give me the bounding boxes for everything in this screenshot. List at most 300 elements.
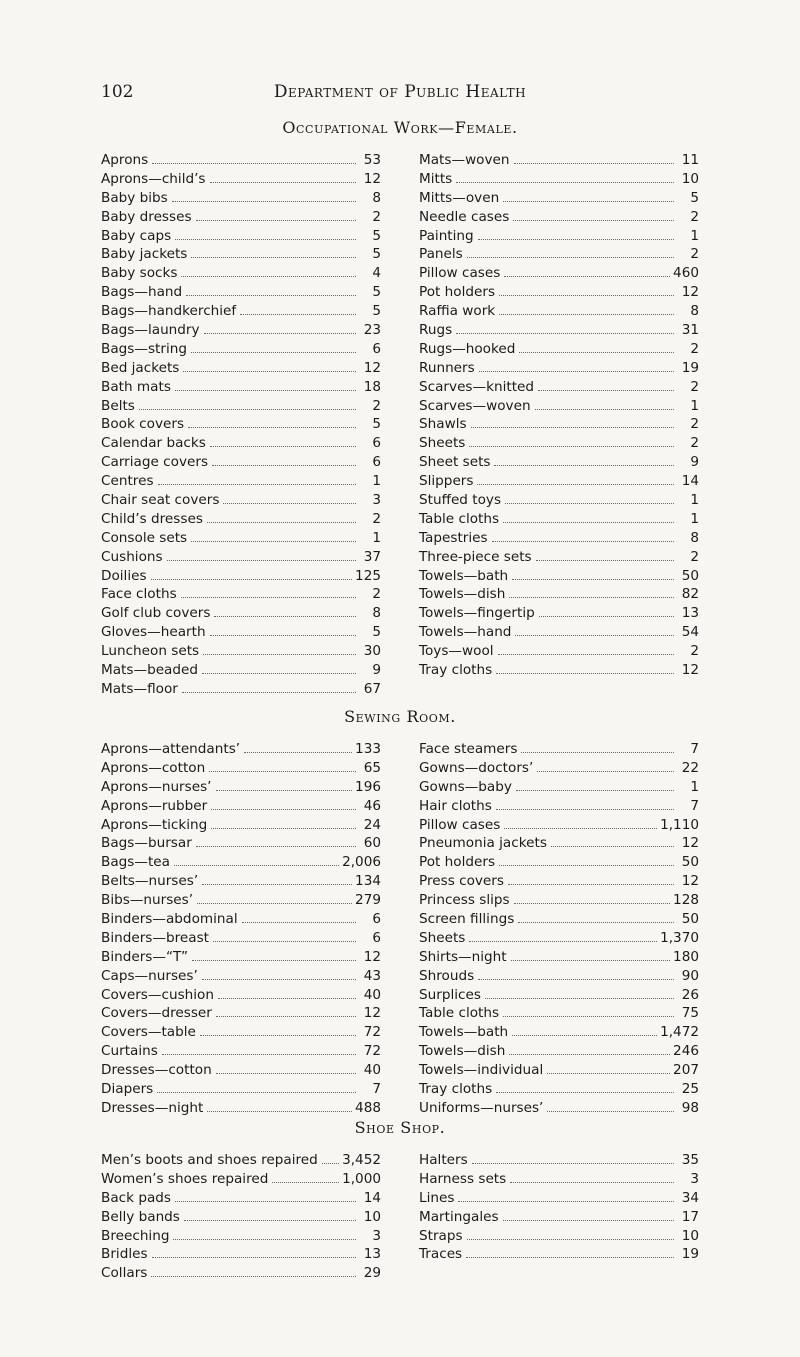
- leader-dots: [519, 352, 674, 353]
- item-label: Golf club covers: [101, 605, 211, 622]
- item-label: Sheets: [419, 929, 466, 946]
- item-label: Women’s shoes repaired: [101, 1170, 269, 1187]
- running-title: Department of Public Health: [273, 82, 527, 102]
- item-label: Towels—bath: [419, 567, 509, 584]
- item-count: 12: [681, 873, 699, 890]
- item-label: Calendar backs: [101, 435, 206, 452]
- item-label: Carriage covers: [101, 454, 209, 471]
- item-count: 34: [681, 1189, 699, 1206]
- item-count: 9: [372, 662, 381, 679]
- list-item: [101, 759, 381, 778]
- item-count: 2: [690, 246, 699, 263]
- leader-dots: [518, 922, 674, 923]
- list-item: [419, 929, 699, 948]
- item-label: Luncheon sets: [101, 643, 200, 660]
- list-item: [101, 264, 381, 283]
- item-count: 1: [690, 510, 699, 527]
- item-label: Child’s dresses: [101, 510, 203, 527]
- item-label: Bath mats: [101, 378, 171, 395]
- list-item: [101, 910, 381, 929]
- item-label: Bags—string: [101, 340, 187, 357]
- list-item: [419, 1080, 699, 1099]
- item-count: 180: [673, 948, 699, 965]
- item-label: Sheets: [419, 435, 466, 452]
- item-label: Rugs: [419, 322, 453, 339]
- item-label: Men’s boots and shoes repaired: [101, 1152, 318, 1168]
- item-label: Doilies: [101, 567, 147, 584]
- leader-dots: [512, 1035, 657, 1036]
- item-label: Princess slips: [419, 892, 510, 909]
- leader-dots: [184, 1220, 356, 1221]
- leader-dots: [242, 922, 356, 923]
- item-label: Mitts—oven: [419, 189, 500, 206]
- list-item: [419, 359, 699, 378]
- list-item: [101, 740, 381, 759]
- item-label: Scarves—woven: [419, 397, 531, 414]
- leader-dots: [212, 465, 356, 466]
- leader-dots: [538, 390, 674, 391]
- item-count: 1: [690, 492, 699, 509]
- item-label: Baby socks: [101, 265, 178, 282]
- leader-dots: [183, 371, 356, 372]
- leader-dots: [196, 846, 356, 847]
- item-label: Pot holders: [419, 854, 496, 871]
- item-count: 2: [690, 548, 699, 565]
- leader-dots: [516, 790, 674, 791]
- leader-dots: [509, 597, 674, 598]
- item-count: 1,472: [660, 1024, 699, 1041]
- item-count: 13: [363, 1246, 381, 1263]
- leader-dots: [456, 182, 674, 183]
- item-count: 31: [681, 322, 699, 339]
- item-count: 40: [363, 1062, 381, 1079]
- leader-dots: [216, 1016, 356, 1017]
- leader-dots: [515, 635, 674, 636]
- item-count: 37: [363, 548, 381, 565]
- leader-dots: [503, 522, 674, 523]
- item-count: 2: [372, 586, 381, 603]
- item-label: Towels—individual: [419, 1062, 544, 1079]
- list-item: [419, 510, 699, 529]
- item-label: Binders—abdominal: [101, 911, 238, 928]
- leader-dots: [151, 579, 352, 580]
- list-item: [101, 853, 381, 872]
- leader-dots: [478, 239, 674, 240]
- leader-dots: [162, 1054, 356, 1055]
- item-label: Towels—dish: [419, 1043, 506, 1060]
- list-item: [101, 948, 381, 967]
- leader-dots: [512, 579, 674, 580]
- item-count: 75: [681, 1005, 699, 1022]
- item-label: Back pads: [101, 1189, 171, 1206]
- list-item: [101, 778, 381, 797]
- list-item: [101, 472, 381, 491]
- list-item: [419, 264, 699, 283]
- leader-dots: [202, 979, 356, 980]
- leader-dots: [521, 752, 674, 753]
- leader-dots: [191, 352, 356, 353]
- list-item: [419, 151, 699, 170]
- item-count: 207: [673, 1062, 699, 1079]
- item-label: Shirts—night: [419, 948, 507, 965]
- item-label: Diapers: [101, 1081, 154, 1098]
- item-count: 60: [363, 835, 381, 852]
- leader-dots: [485, 998, 674, 999]
- item-label: Gloves—hearth: [101, 624, 206, 641]
- item-count: 1: [372, 529, 381, 546]
- item-count: 18: [363, 378, 381, 395]
- leader-dots: [514, 903, 670, 904]
- item-label: Bags—bursar: [101, 835, 192, 852]
- item-count: 2: [690, 435, 699, 452]
- item-count: 5: [372, 246, 381, 263]
- list-item: [101, 623, 381, 642]
- list-item: [101, 929, 381, 948]
- item-count: 40: [363, 986, 381, 1003]
- item-count: 50: [681, 567, 699, 584]
- item-label: Chair seat covers: [101, 492, 220, 509]
- item-label: Gowns—doctors’: [419, 759, 534, 776]
- item-label: Aprons—rubber: [101, 797, 208, 814]
- item-label: Shrouds: [419, 967, 475, 984]
- list-item: [419, 434, 699, 453]
- list-item: [101, 872, 381, 891]
- list-item: [419, 529, 699, 548]
- item-label: Cushions: [101, 548, 163, 565]
- list-item: [419, 227, 699, 246]
- item-count: 2: [690, 208, 699, 225]
- list-item: [419, 208, 699, 227]
- item-count: 19: [681, 359, 699, 376]
- list-item: [419, 548, 699, 567]
- leader-dots: [496, 809, 674, 810]
- list-item: [419, 1099, 699, 1118]
- item-label: Baby caps: [101, 227, 172, 244]
- list-item: [419, 245, 699, 264]
- item-label: Breeching: [101, 1227, 170, 1244]
- list-item: [419, 797, 699, 816]
- list-item: [101, 1023, 381, 1042]
- leader-dots: [139, 409, 356, 410]
- item-label: Pot holders: [419, 284, 496, 301]
- list-item: [101, 434, 381, 453]
- list-item: [101, 680, 381, 699]
- leader-dots: [240, 314, 356, 315]
- list-item: [101, 397, 381, 416]
- list-item: [419, 853, 699, 872]
- list-item: [419, 453, 699, 472]
- leader-dots: [479, 371, 674, 372]
- list-item: [101, 642, 381, 661]
- leader-dots: [514, 163, 674, 164]
- item-count: 1,110: [660, 816, 699, 833]
- item-label: Covers—dresser: [101, 1005, 212, 1022]
- item-label: Raffia work: [419, 303, 496, 320]
- item-count: 53: [363, 152, 381, 168]
- item-count: 133: [355, 741, 381, 757]
- item-label: Aprons—child’s: [101, 170, 206, 187]
- leader-dots: [244, 752, 352, 753]
- list-item: [419, 891, 699, 910]
- item-count: 1,000: [342, 1170, 381, 1187]
- item-count: 10: [681, 170, 699, 187]
- item-count: 29: [363, 1265, 381, 1282]
- item-count: 1: [690, 397, 699, 414]
- leader-dots: [469, 446, 674, 447]
- item-label: Console sets: [101, 529, 188, 546]
- item-label: Bags—laundry: [101, 322, 200, 339]
- leader-dots: [204, 333, 356, 334]
- item-label: Baby dresses: [101, 208, 192, 225]
- leader-dots: [152, 1257, 356, 1258]
- item-label: Binders—“T”: [101, 948, 189, 965]
- leader-dots: [210, 635, 356, 636]
- list-item: [101, 604, 381, 623]
- item-label: Press covers: [419, 873, 504, 890]
- list-item: [419, 759, 699, 778]
- leader-dots: [510, 1182, 674, 1183]
- leader-dots: [496, 673, 674, 674]
- list-item: [101, 151, 381, 170]
- list-item: [419, 948, 699, 967]
- list-item: [419, 1189, 699, 1208]
- list-item: [419, 321, 699, 340]
- list-item: [419, 816, 699, 835]
- leader-dots: [535, 409, 674, 410]
- item-label: Halters: [419, 1152, 468, 1168]
- item-count: 2,006: [342, 854, 381, 871]
- item-count: 1,370: [660, 929, 699, 946]
- list-item: [101, 797, 381, 816]
- list-item: [101, 1061, 381, 1080]
- item-label: Bags—hand: [101, 284, 183, 301]
- leader-dots: [539, 616, 674, 617]
- item-count: 90: [681, 967, 699, 984]
- leader-dots: [214, 616, 356, 617]
- list-item: [419, 170, 699, 189]
- list-item: [419, 623, 699, 642]
- column-left: [101, 151, 381, 699]
- item-count: 54: [681, 624, 699, 641]
- leader-dots: [172, 201, 356, 202]
- item-label: Bags—tea: [101, 854, 170, 871]
- item-label: Scarves—knitted: [419, 378, 535, 395]
- leader-dots: [494, 465, 674, 466]
- list-item: [419, 661, 699, 680]
- list-item: [101, 585, 381, 604]
- item-label: Aprons—nurses’: [101, 778, 212, 795]
- leader-dots: [551, 846, 674, 847]
- item-count: 25: [681, 1081, 699, 1098]
- column-right: [419, 151, 699, 699]
- leader-dots: [174, 865, 339, 866]
- item-label: Runners: [419, 359, 475, 376]
- list-item: [101, 661, 381, 680]
- leader-dots: [173, 1239, 356, 1240]
- item-count: 2: [690, 340, 699, 357]
- item-label: Bed jackets: [101, 359, 180, 376]
- item-label: Straps: [419, 1227, 463, 1244]
- list-item: [101, 967, 381, 986]
- item-count: 50: [681, 854, 699, 871]
- item-count: 134: [355, 873, 381, 890]
- item-count: 22: [681, 759, 699, 776]
- column-right: [419, 740, 699, 1118]
- item-count: 19: [681, 1246, 699, 1263]
- item-label: Martingales: [419, 1208, 499, 1225]
- item-label: Panels: [419, 246, 463, 263]
- leader-dots: [511, 960, 670, 961]
- list-item: [101, 415, 381, 434]
- item-count: 12: [363, 1005, 381, 1022]
- list-item: [419, 1208, 699, 1227]
- leader-dots: [477, 484, 674, 485]
- item-count: 72: [363, 1043, 381, 1060]
- list-item: [419, 472, 699, 491]
- leader-dots: [210, 182, 356, 183]
- item-count: 5: [372, 624, 381, 641]
- item-count: 35: [681, 1152, 699, 1168]
- leader-dots: [216, 1073, 356, 1074]
- list-item: [419, 340, 699, 359]
- item-label: Three-piece sets: [419, 548, 532, 565]
- item-count: 8: [372, 605, 381, 622]
- leader-dots: [197, 903, 352, 904]
- item-count: 128: [673, 892, 699, 909]
- leader-dots: [196, 220, 356, 221]
- item-label: Screen fillings: [419, 911, 515, 928]
- list-item: [419, 1004, 699, 1023]
- item-label: Pillow cases: [419, 816, 501, 833]
- list-item: [419, 740, 699, 759]
- item-count: 2: [372, 397, 381, 414]
- list-item: [419, 872, 699, 891]
- item-label: Bridles: [101, 1246, 148, 1263]
- list-item: [419, 910, 699, 929]
- item-label: Collars: [101, 1265, 148, 1282]
- leader-dots: [509, 1054, 670, 1055]
- leader-dots: [496, 1092, 674, 1093]
- item-count: 12: [681, 835, 699, 852]
- list-item: [101, 453, 381, 472]
- item-count: 6: [372, 454, 381, 471]
- item-label: Curtains: [101, 1043, 158, 1060]
- item-label: Slippers: [419, 473, 474, 490]
- item-label: Face cloths: [101, 586, 177, 603]
- item-count: 8: [690, 529, 699, 546]
- list-item: [101, 245, 381, 264]
- leader-dots: [207, 522, 356, 523]
- leader-dots: [191, 541, 356, 542]
- list-item: [101, 1151, 381, 1170]
- list-item: [419, 1151, 699, 1170]
- leader-dots: [188, 427, 356, 428]
- item-count: 26: [681, 986, 699, 1003]
- item-label: Towels—dish: [419, 586, 506, 603]
- leader-dots: [492, 541, 674, 542]
- leader-dots: [213, 941, 356, 942]
- section-occupational-work: [101, 151, 699, 699]
- list-item: [101, 1080, 381, 1099]
- item-label: Book covers: [101, 416, 185, 433]
- item-count: 14: [363, 1189, 381, 1206]
- item-label: Shawls: [419, 416, 467, 433]
- list-item: [101, 208, 381, 227]
- item-count: 2: [372, 510, 381, 527]
- leader-dots: [218, 998, 356, 999]
- item-label: Belly bands: [101, 1208, 180, 1225]
- page-header: [0, 82, 800, 112]
- item-count: 23: [363, 322, 381, 339]
- section-shoe-shop: [101, 1151, 699, 1283]
- item-count: 82: [681, 586, 699, 603]
- list-item: [101, 1227, 381, 1246]
- list-item: [101, 567, 381, 586]
- leader-dots: [191, 257, 356, 258]
- item-label: Uniforms—nurses’: [419, 1099, 544, 1116]
- leader-dots: [472, 1163, 674, 1164]
- item-count: 12: [681, 662, 699, 679]
- item-count: 7: [690, 741, 699, 757]
- section-title-sewing-room: Sewing Room.: [344, 707, 456, 726]
- leader-dots: [505, 503, 674, 504]
- list-item: [419, 604, 699, 623]
- item-count: 10: [681, 1227, 699, 1244]
- page-number: 102: [101, 82, 134, 102]
- item-label: Gowns—baby: [419, 778, 512, 795]
- item-label: Bibs—nurses’: [101, 892, 194, 909]
- list-item: [101, 1208, 381, 1227]
- section-sewing-room: [101, 740, 699, 1118]
- item-label: Lines: [419, 1189, 455, 1206]
- item-label: Covers—table: [101, 1024, 196, 1041]
- item-count: 24: [363, 816, 381, 833]
- leader-dots: [210, 446, 356, 447]
- item-count: 72: [363, 1024, 381, 1041]
- leader-dots: [513, 220, 674, 221]
- list-item: [101, 891, 381, 910]
- list-item: [101, 1099, 381, 1118]
- item-label: Aprons—ticking: [101, 816, 208, 833]
- list-item: [101, 283, 381, 302]
- leader-dots: [202, 884, 352, 885]
- list-item: [101, 1004, 381, 1023]
- item-label: Pillow cases: [419, 265, 501, 282]
- list-item: [101, 834, 381, 853]
- leader-dots: [216, 790, 353, 791]
- section-title-shoe-shop: Shoe Shop.: [354, 1118, 446, 1137]
- item-count: 5: [372, 227, 381, 244]
- item-label: Hair cloths: [419, 797, 492, 814]
- item-count: 3: [372, 492, 381, 509]
- list-item: [101, 170, 381, 189]
- leader-dots: [547, 1111, 674, 1112]
- list-item: [101, 1189, 381, 1208]
- list-item: [419, 1170, 699, 1189]
- item-count: 3: [372, 1227, 381, 1244]
- list-item: [101, 510, 381, 529]
- item-count: 279: [355, 892, 381, 909]
- list-item: [101, 189, 381, 208]
- item-count: 6: [372, 340, 381, 357]
- item-label: Toys—wool: [419, 643, 494, 660]
- list-item: [419, 1227, 699, 1246]
- item-count: 30: [363, 643, 381, 660]
- item-label: Harness sets: [419, 1170, 507, 1187]
- leader-dots: [471, 427, 674, 428]
- section-title-occupational-work: Occupational Work—Female.: [282, 118, 518, 137]
- leader-dots: [322, 1163, 339, 1164]
